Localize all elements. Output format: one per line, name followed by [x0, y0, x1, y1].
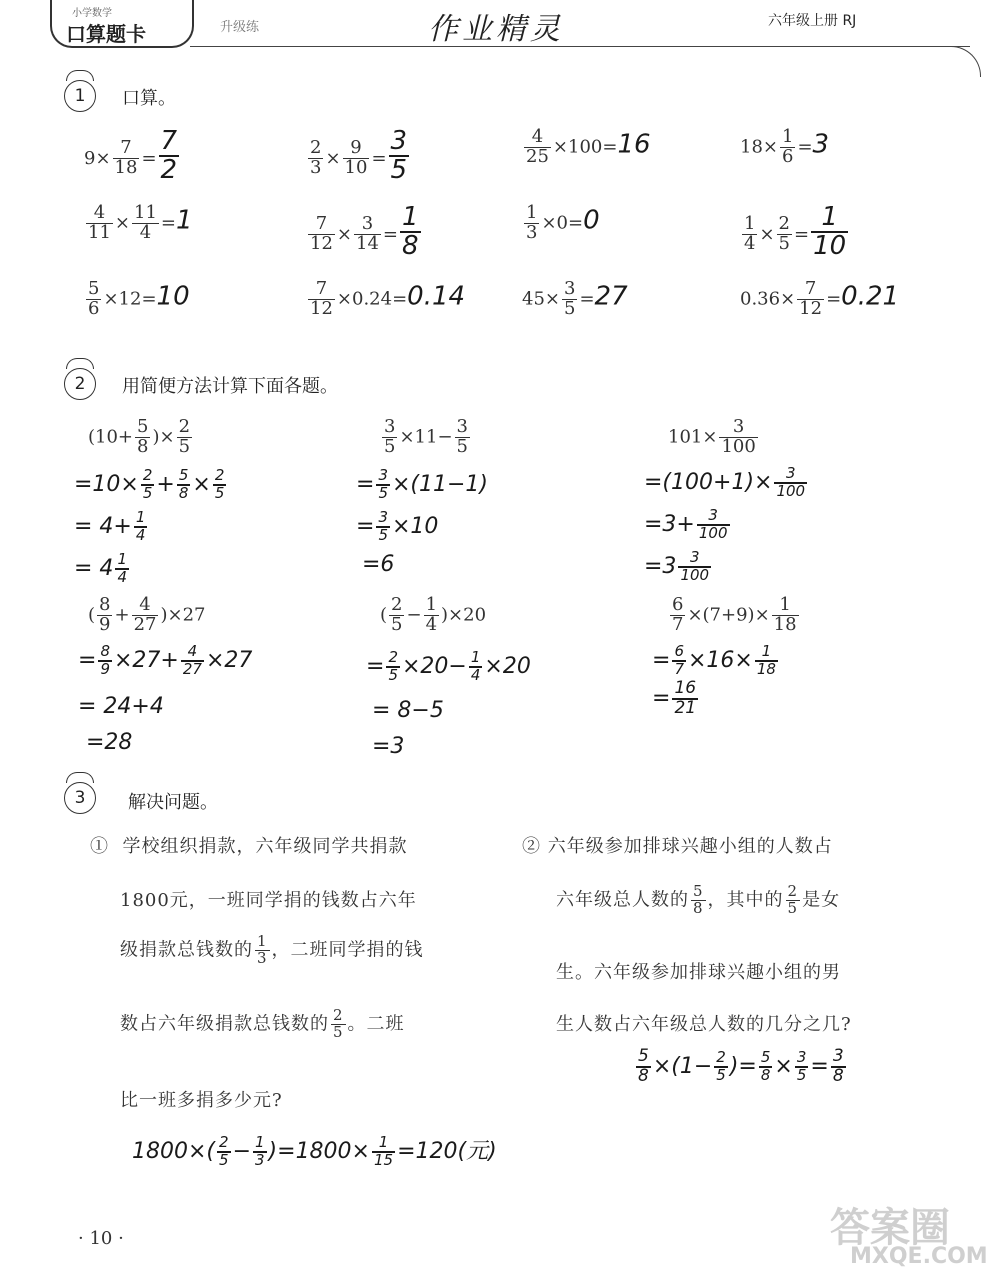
simplify-5-step-1: = $\frac{2}{5}$ ×20− $\frac{1}{4}$ ×20 — [366, 648, 531, 684]
section-3-badge: 3 — [64, 782, 96, 814]
problem-1-answer: 1800×( $\frac{2}{5}$ − $\frac{1}{3}$ )=1800× $\frac{1}{15}$ =120(元) — [132, 1133, 497, 1169]
page-number: · 10 · — [78, 1228, 124, 1249]
simplify-6-question: $\frac{6}{7}$ ×(7+9)× $\frac{1}{18}$ — [672, 594, 797, 635]
watermark-url: MXQE.COM — [850, 1244, 988, 1269]
section-1-title: 口算。 — [122, 88, 176, 109]
simplify-1-step-1: =10× $\frac{2}{5}$ + $\frac{5}{8}$ × $\frac{2}{5}$ — [74, 466, 225, 502]
simplify-5-question: ( $\frac{2}{5}$ − $\frac{1}{4}$ )×20 — [380, 594, 487, 635]
simplify-3-step-1: =(100+1)× $\frac{3}{100}$ — [644, 464, 806, 500]
problem-2-line-1: ② 六年级参加排球兴趣小组的人数占 — [522, 836, 833, 857]
header-sub: 升级练 — [220, 20, 260, 35]
simplify-2-step-2: = $\frac{3}{5}$ ×10 — [356, 508, 439, 544]
mental-1c: $\frac{4}{25}$ ×100=16 — [526, 126, 651, 167]
mental-2b: $\frac{7}{12}$ × $\frac{3}{14}$ = $\frac{1}{8}$ — [310, 202, 419, 262]
simplify-3-question: 101× $\frac{3}{100}$ — [668, 416, 756, 457]
mental-1a: 9× $\frac{7}{18}$ = $\frac{7}{2}$ — [84, 126, 178, 186]
simplify-2-question: $\frac{3}{5}$ ×11− $\frac{3}{5}$ — [384, 416, 468, 457]
section-1-badge: 1 — [64, 80, 96, 112]
simplify-4-step-1: = $\frac{8}{9}$ ×27+ $\frac{4}{27}$ ×27 — [78, 642, 253, 678]
simplify-5-step-2: = 8−5 — [372, 698, 444, 723]
mental-3d: 0.36× $\frac{7}{12}$ =0.21 — [740, 278, 900, 319]
mental-1b: $\frac{2}{3}$ × $\frac{9}{10}$ = $\frac{3}{5}$ — [310, 126, 408, 186]
simplify-4-step-3: =28 — [86, 730, 133, 755]
simplify-4-step-2: = 24+4 — [78, 694, 164, 719]
simplify-2-step-3: =6 — [362, 552, 395, 577]
simplify-4-question: ( $\frac{8}{9}$ + $\frac{4}{27}$ )×27 — [88, 594, 206, 635]
problem-2-answer: $\frac{5}{8}$ ×(1− $\frac{2}{5}$ )= $\frac{5}{8}$ × $\frac{3}{5}$ = $\frac{3}{8}$ — [638, 1046, 844, 1086]
problem-1-line-2: 1800元，一班同学捐的钱数占六年 — [120, 890, 417, 911]
simplify-2-step-1: = $\frac{3}{5}$ ×(11−1) — [356, 466, 489, 502]
simplify-5-step-3: =3 — [372, 734, 405, 759]
simplify-6-step-2: = $\frac{16}{21}$ — [652, 678, 697, 718]
problem-1-line-5: 比一班多捐多少元? — [120, 1090, 283, 1111]
mental-2a: $\frac{4}{11}$ × $\frac{11}{4}$ =1 — [88, 202, 193, 243]
problem-2-line-4: 生人数占六年级总人数的几分之几? — [556, 1014, 852, 1035]
mental-1d: 18× $\frac{1}{6}$ =3 — [740, 126, 830, 167]
mental-2d: $\frac{1}{4}$ × $\frac{2}{5}$ = $\frac{1}{10}$ — [744, 202, 847, 262]
simplify-3-step-2: =3+ $\frac{3}{100}$ — [644, 506, 728, 542]
watermark-logo: 答案圈 — [830, 1205, 950, 1251]
problem-1-line-4: 数占六年级捐款总钱数的 $\frac{2}{5}$ 。二班 — [120, 1006, 405, 1041]
problem-1-line-1: ① 学校组织捐款，六年级同学共捐款 — [90, 836, 408, 857]
header-curve — [940, 46, 981, 77]
simplify-3-step-3: =3 $\frac{3}{100}$ — [644, 548, 710, 584]
page-title: 作业精灵 — [428, 12, 564, 47]
header-tab-subject: 小学数学 — [72, 8, 112, 19]
simplify-1-step-2: = 4+ $\frac{1}{4}$ — [74, 508, 146, 544]
mental-3b: $\frac{7}{12}$ ×0.24=0.14 — [310, 278, 466, 319]
problem-1-line-3: 级捐款总钱数的 $\frac{1}{3}$ ，二班同学捐的钱 — [120, 932, 424, 967]
section-2-title: 用简便方法计算下面各题。 — [122, 376, 338, 397]
mental-2c: $\frac{1}{3}$ ×0=0 — [526, 202, 600, 243]
section-2-badge: 2 — [64, 368, 96, 400]
simplify-1-question: (10+ $\frac{5}{8}$ )× $\frac{2}{5}$ — [88, 416, 191, 457]
header-rule — [190, 46, 970, 47]
header-brand: 口算题卡 — [66, 22, 146, 46]
grade-label: 六年级上册 RJ — [768, 13, 857, 29]
mental-3a: $\frac{5}{6}$ ×12=10 — [88, 278, 190, 319]
problem-2-line-2: 六年级总人数的 $\frac{5}{8}$ ，其中的 $\frac{2}{5}$ 是女 — [556, 882, 841, 917]
simplify-1-step-3: = 4 $\frac{1}{4}$ — [74, 550, 127, 586]
simplify-6-step-1: = $\frac{6}{7}$ ×16× $\frac{1}{18}$ — [652, 642, 776, 678]
section-3-title: 解决问题。 — [128, 792, 218, 813]
mental-3c: 45× $\frac{3}{5}$ =27 — [522, 278, 628, 319]
problem-2-line-3: 生。六年级参加排球兴趣小组的男 — [556, 962, 841, 983]
